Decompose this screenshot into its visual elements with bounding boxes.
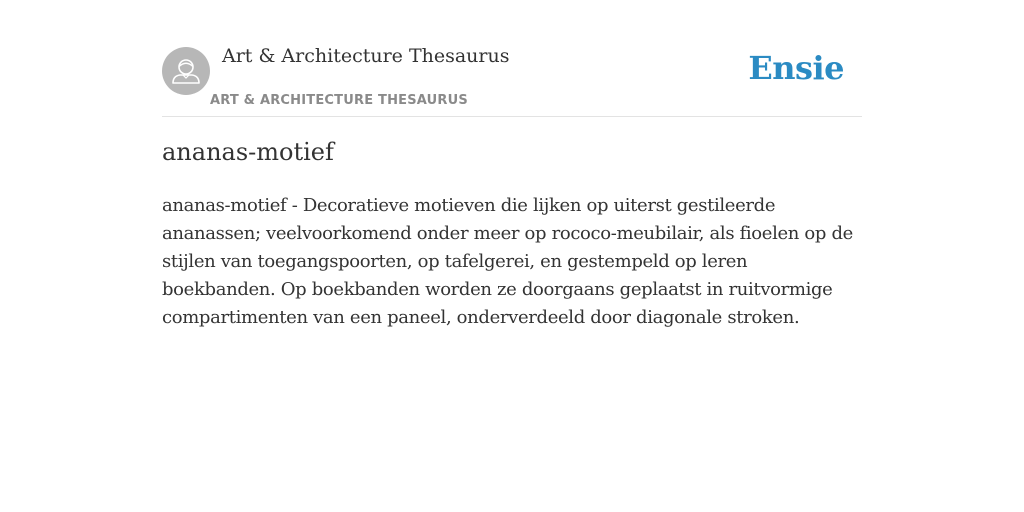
- term-title: ananas-motief: [162, 138, 334, 166]
- source-header: [162, 40, 862, 117]
- definition-text: ananas-motief - Decoratieve motieven die lijken op uiterst gestileerde ananassen; veelvoorkomend onder meer op rococo-meubilair, als fioelen op de stijlen van toegangspoorten, op tafelgerei, en gestempeld op leren boekbanden. Op boekbanden worden ze doorgaans geplaatst in ruitvormige compartimenten van een paneel, onderverdeeld door diagonale stroken.: [162, 195, 853, 328]
- source-subtitle: ART & ARCHITECTURE THESAURUS: [210, 93, 468, 108]
- avatar[interactable]: [162, 47, 210, 95]
- ensie-logo[interactable]: Ensie: [748, 49, 844, 87]
- user-silhouette-icon: [162, 47, 210, 95]
- source-title[interactable]: Art & Architecture Thesaurus: [222, 45, 510, 67]
